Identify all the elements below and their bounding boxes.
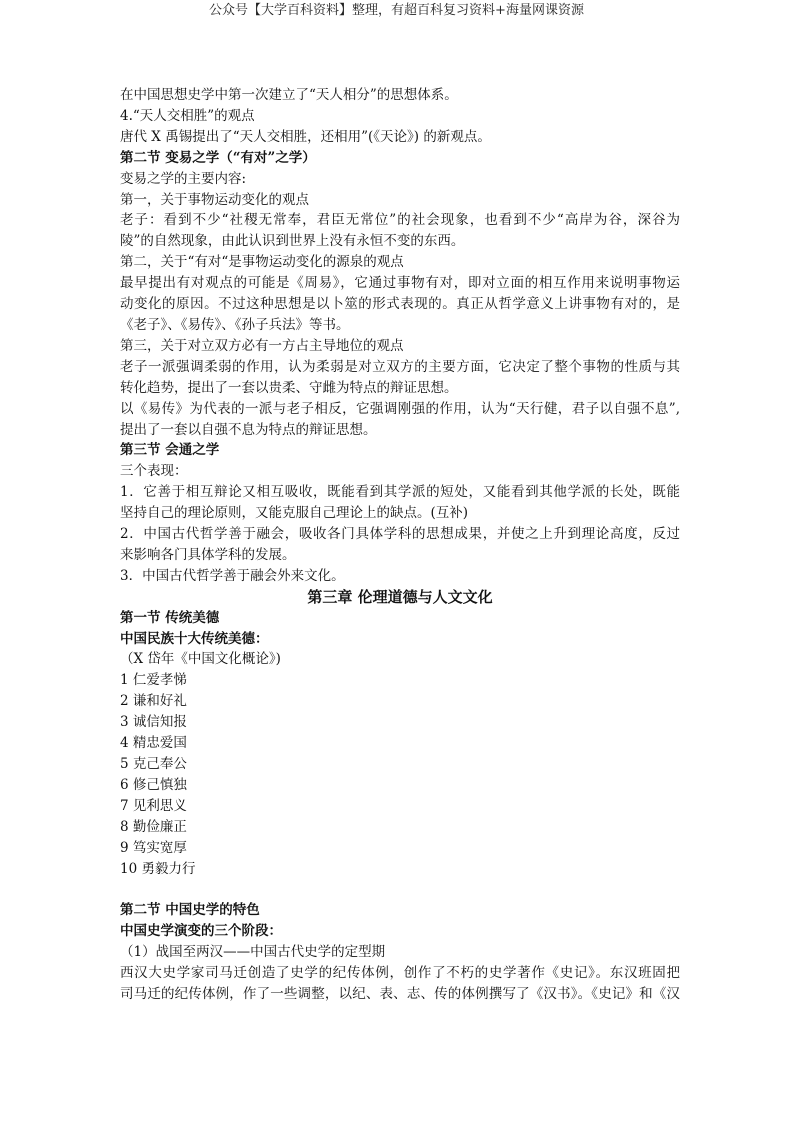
chapter-title: 第三章 伦理道德与人文文化 [307, 587, 493, 606]
text-line: 转化趋势，提出了一套以贵柔、守雌为特点的辩证思想。 [120, 379, 458, 396]
blank-line [120, 879, 680, 900]
text-line: 坚持自己的理论原则，又能克服自己理论上的缺点。(互补) [120, 505, 469, 522]
text-line: 司马迁的纪传体例，作了一些调整，以纪、表、志、传的体例撰写了《汉书》。《史记》和《汉 [120, 985, 680, 1002]
list-item: 9 笃实宽厚 [120, 839, 187, 856]
list-heading: 中国史学演变的三个阶段： [120, 923, 282, 940]
text-line: 以《易传》为代表的一派与老子相反，它强调刚强的作用，认为“天行健，君子以自强不息”, [120, 400, 680, 417]
section-heading: 第一节 传统美德 [120, 609, 220, 626]
list-item: 6 修己慎独 [120, 776, 187, 793]
text-line: （1）战国至两汉——中国古代史学的定型期 [120, 944, 386, 961]
text-line: 最早提出有对观点的可能是《周易》，它通过事物有对，即对立面的相互作用来说明事物运 [120, 275, 680, 292]
text-line: 西汉大史学家司马迁创造了史学的纪传体例，创作了不朽的史学著作《史记》。东汉班固把 [120, 965, 680, 982]
text-line: 唐代 X 禹锡提出了“天人交相胜，还相用”(《天论》) 的新观点。 [120, 128, 491, 145]
section-heading: 第三节 会通之学 [120, 442, 220, 459]
text-line: 第二，关于“有对“是事物运动变化的源泉的观点 [120, 254, 404, 271]
text-line: 动变化的原因。不过这种思想是以卜筮的形式表现的。真正从哲学意义上讲事物有对的，是 [120, 296, 680, 313]
section-heading: 第二节 变易之学（“有对”之学） [120, 149, 316, 166]
text-line: 提出了一套以自强不息为特点的辩证思想。 [120, 421, 377, 438]
text-line: 1．它善于相互辩论又相互吸收，既能看到其学派的短处，又能看到其他学派的长处，既能 [120, 484, 680, 501]
text-line: 来影响各门具体学科的发展。 [120, 546, 296, 563]
list-item: 10 勇毅力行 [120, 860, 196, 877]
text-line: 变易之学的主要内容: [120, 170, 247, 187]
text-line: 老子：看到不少“社稷无常奉，君臣无常位”的社会现象，也看到不少“高岸为谷，深谷为 [120, 212, 680, 229]
text-line: 《老子》、《易传》、《孙子兵法》等书。 [120, 316, 350, 333]
list-item: 4 精忠爱国 [120, 735, 187, 752]
text-line: 三个表现： [120, 463, 188, 480]
text-line: （X 岱年《中国文化概论》) [120, 651, 281, 668]
list-item: 7 见利思义 [120, 797, 187, 814]
list-item: 2 谦和好礼 [120, 693, 187, 710]
list-item: 8 勤俭廉正 [120, 818, 187, 835]
subsection-heading: 4.“天人交相胜”的观点 [120, 107, 255, 124]
list-item: 3 诚信知报 [120, 714, 187, 731]
list-item: 5 克己奉公 [120, 756, 187, 772]
section-heading: 第二节 中国史学的特色 [120, 902, 260, 919]
list-heading: 中国民族十大传统美德： [120, 630, 269, 647]
text-line: 在中国思想史学中第一次建立了“天人相分”的思想体系。 [120, 87, 458, 103]
text-line: 2．中国古代哲学善于融会，吸收各门具体学科的思想成果，并使之上升到理论高度，反过 [120, 526, 680, 543]
text-line: 老子一派强调柔弱的作用，认为柔弱是对立双方的主要方面，它决定了整个事物的性质与其 [120, 358, 680, 375]
document-body [120, 85, 680, 1005]
list-item: 1 仁爱孝悌 [120, 672, 187, 689]
page-header-banner: 公众号【大学百科资料】整理，有超百科复习资料+海量网课资源 [209, 3, 584, 18]
text-line: 第一，关于事物运动变化的观点 [120, 191, 309, 208]
text-line: 陵”的自然现象，由此认识到世界上没有永恒不变的东西。 [120, 233, 465, 250]
text-line: 第三，关于对立双方必有一方占主导地位的观点 [120, 337, 404, 354]
text-line: 3．中国古代哲学善于融会外来文化。 [120, 567, 345, 584]
